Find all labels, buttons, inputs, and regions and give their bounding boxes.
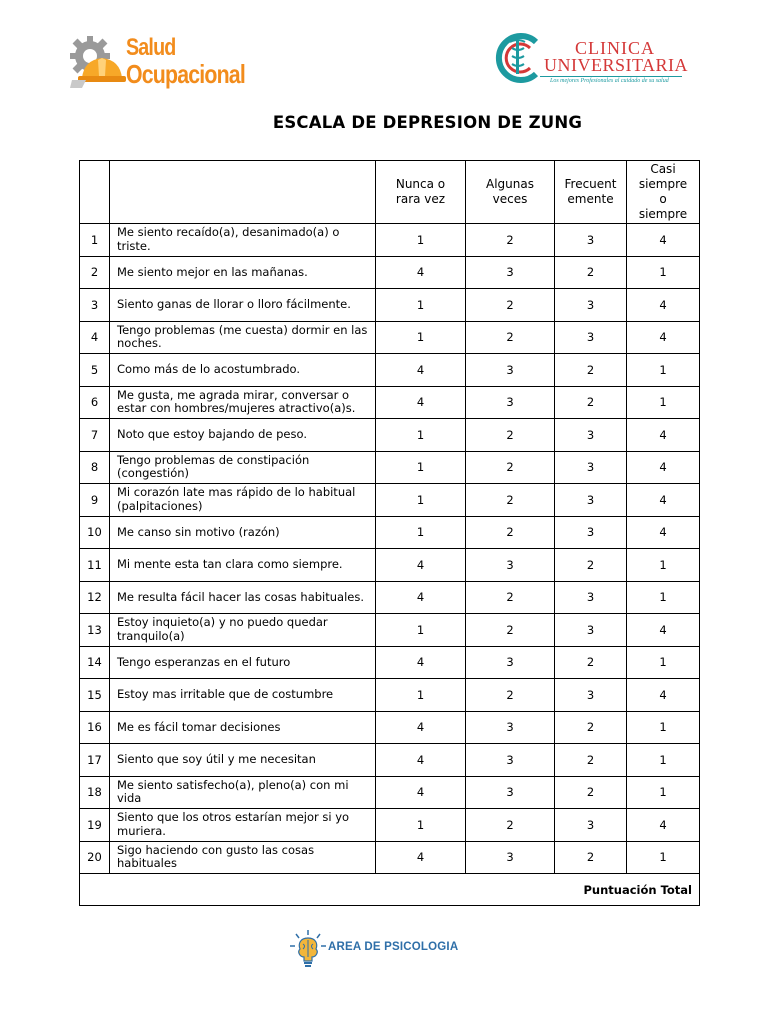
- table-row: [80, 386, 700, 419]
- page-title: ESCALA DE DEPRESION DE ZUNG: [272, 113, 583, 132]
- table-row: [80, 711, 700, 744]
- gear-helmet-icon: [68, 34, 128, 92]
- table-row: [80, 484, 700, 517]
- score-cell: 3: [466, 386, 555, 419]
- score-cell: 2: [466, 289, 555, 322]
- score-cell: 1: [376, 321, 466, 354]
- table-row: [80, 289, 700, 322]
- item-statement: Mi mente esta tan clara como siempre.: [110, 549, 376, 582]
- score-cell: 2: [466, 679, 555, 712]
- header-algunas: Algunas veces: [466, 161, 555, 224]
- score-cell: 4: [627, 614, 700, 647]
- score-cell: 3: [555, 614, 627, 647]
- item-statement: Siento ganas de llorar o lloro fácilmente.: [110, 289, 376, 322]
- score-cell: 2: [466, 484, 555, 517]
- score-cell: 3: [466, 841, 555, 874]
- score-cell: 4: [627, 809, 700, 842]
- score-cell: 4: [376, 549, 466, 582]
- item-number: 15: [80, 679, 110, 712]
- score-cell: 1: [627, 256, 700, 289]
- score-cell: 1: [627, 646, 700, 679]
- item-number: 14: [80, 646, 110, 679]
- score-cell: 1: [627, 841, 700, 874]
- header-frecuentemente: Frecuent emente: [555, 161, 627, 224]
- item-number: 2: [80, 256, 110, 289]
- score-cell: 1: [376, 289, 466, 322]
- item-number: 17: [80, 744, 110, 777]
- table-row: [80, 354, 700, 387]
- item-number: 10: [80, 516, 110, 549]
- salud-ocupacional-wordmark: [126, 34, 245, 89]
- salud-ocupacional-logo: [68, 34, 248, 92]
- score-cell: 3: [555, 809, 627, 842]
- total-row: [80, 874, 700, 906]
- item-statement: Me canso sin motivo (razón): [110, 516, 376, 549]
- item-number: 19: [80, 809, 110, 842]
- item-statement: Noto que estoy bajando de peso.: [110, 419, 376, 452]
- header-question-cell: [110, 161, 376, 224]
- score-cell: 3: [466, 646, 555, 679]
- score-cell: 1: [627, 711, 700, 744]
- item-statement: Me siento satisfecho(a), pleno(a) con mi vida: [110, 776, 376, 809]
- score-cell: 2: [466, 419, 555, 452]
- score-cell: 2: [555, 841, 627, 874]
- area-psicologia-logo: [288, 928, 468, 972]
- item-number: 18: [80, 776, 110, 809]
- score-cell: 1: [627, 776, 700, 809]
- score-cell: 1: [376, 679, 466, 712]
- table-row: [80, 679, 700, 712]
- table-row: [80, 516, 700, 549]
- zung-scale-table: [79, 160, 700, 906]
- score-cell: 4: [376, 841, 466, 874]
- table-row: [80, 321, 700, 354]
- table-row: [80, 744, 700, 777]
- item-number: 8: [80, 451, 110, 484]
- clinica-universitaria-logo: [490, 30, 690, 90]
- score-cell: 4: [627, 484, 700, 517]
- score-cell: 1: [376, 224, 466, 257]
- item-number: 13: [80, 614, 110, 647]
- score-cell: 4: [627, 451, 700, 484]
- table-row: [80, 224, 700, 257]
- score-cell: 2: [466, 614, 555, 647]
- score-cell: 4: [627, 224, 700, 257]
- header-number-cell: [80, 161, 110, 224]
- score-cell: 1: [376, 419, 466, 452]
- score-cell: 2: [466, 809, 555, 842]
- score-cell: 1: [376, 484, 466, 517]
- table-row: [80, 549, 700, 582]
- header-casi-siempre: Casi siempre o siempre: [627, 161, 700, 224]
- item-number: 9: [80, 484, 110, 517]
- logo-line-clinica: CLINICA: [575, 38, 655, 58]
- item-statement: Mi corazón late mas rápido de lo habitual (palpitaciones): [110, 484, 376, 517]
- item-statement: Tengo problemas (me cuesta) dormir en las noches.: [110, 321, 376, 354]
- logo-tagline: Los mejores Profesionales al cuidado de su salud: [550, 78, 669, 84]
- score-cell: 1: [376, 516, 466, 549]
- item-number: 6: [80, 386, 110, 419]
- score-cell: 3: [555, 451, 627, 484]
- item-number: 1: [80, 224, 110, 257]
- score-cell: 2: [555, 354, 627, 387]
- item-number: 7: [80, 419, 110, 452]
- score-cell: 4: [376, 744, 466, 777]
- score-cell: 3: [555, 321, 627, 354]
- score-cell: 4: [376, 776, 466, 809]
- logo-divider: [540, 76, 682, 77]
- score-cell: 4: [376, 256, 466, 289]
- total-label: Puntuación Total: [80, 874, 700, 906]
- score-cell: 4: [376, 646, 466, 679]
- item-statement: Tengo esperanzas en el futuro: [110, 646, 376, 679]
- table-row: [80, 646, 700, 679]
- table-row: [80, 419, 700, 452]
- score-cell: 3: [555, 581, 627, 614]
- score-cell: 2: [555, 744, 627, 777]
- score-cell: 3: [555, 484, 627, 517]
- table-row: [80, 809, 700, 842]
- score-cell: 4: [376, 711, 466, 744]
- score-cell: 1: [376, 809, 466, 842]
- item-statement: Como más de lo acostumbrado.: [110, 354, 376, 387]
- score-cell: 3: [466, 354, 555, 387]
- score-cell: 2: [555, 776, 627, 809]
- score-cell: 4: [376, 386, 466, 419]
- score-cell: 1: [376, 451, 466, 484]
- item-statement: Me siento recaído(a), desanimado(a) o triste.: [110, 224, 376, 257]
- item-statement: Me gusta, me agrada mirar, conversar o estar con hombres/mujeres atractivo(a)s.: [110, 386, 376, 419]
- logo-line-universitaria: UNIVERSITARIA: [544, 55, 689, 75]
- table-row: [80, 614, 700, 647]
- score-cell: 2: [555, 711, 627, 744]
- item-statement: Tengo problemas de constipación (congestión): [110, 451, 376, 484]
- score-cell: 3: [555, 679, 627, 712]
- item-statement: Estoy mas irritable que de costumbre: [110, 679, 376, 712]
- item-number: 5: [80, 354, 110, 387]
- score-cell: 2: [466, 224, 555, 257]
- item-statement: Estoy inquieto(a) y no puedo quedar tranquilo(a): [110, 614, 376, 647]
- brain-lightbulb-icon: [288, 928, 328, 972]
- table-row: [80, 776, 700, 809]
- logo-line-ocupacional: Ocupacional: [126, 59, 245, 89]
- item-number: 12: [80, 581, 110, 614]
- score-cell: 3: [555, 224, 627, 257]
- score-cell: 2: [555, 386, 627, 419]
- score-cell: 1: [627, 549, 700, 582]
- score-cell: 1: [376, 614, 466, 647]
- score-cell: 4: [627, 419, 700, 452]
- score-cell: 4: [376, 581, 466, 614]
- item-statement: Siento que los otros estarían mejor si yo muriera.: [110, 809, 376, 842]
- table-row: [80, 581, 700, 614]
- table-row: [80, 256, 700, 289]
- table-row: [80, 451, 700, 484]
- score-cell: 2: [555, 256, 627, 289]
- score-cell: 4: [627, 679, 700, 712]
- table-header-row: [80, 161, 700, 224]
- score-cell: 1: [627, 354, 700, 387]
- score-cell: 2: [555, 549, 627, 582]
- score-cell: 2: [466, 581, 555, 614]
- score-cell: 3: [466, 776, 555, 809]
- item-statement: Me resulta fácil hacer las cosas habituales.: [110, 581, 376, 614]
- item-number: 4: [80, 321, 110, 354]
- score-cell: 1: [627, 744, 700, 777]
- caduceus-emblem-icon: [490, 30, 546, 86]
- item-statement: Sigo haciendo con gusto las cosas habituales: [110, 841, 376, 874]
- table-row: [80, 841, 700, 874]
- item-number: 3: [80, 289, 110, 322]
- score-cell: 3: [555, 419, 627, 452]
- item-statement: Me siento mejor en las mañanas.: [110, 256, 376, 289]
- score-cell: 2: [555, 646, 627, 679]
- item-number: 11: [80, 549, 110, 582]
- score-cell: 2: [466, 516, 555, 549]
- item-statement: Siento que soy útil y me necesitan: [110, 744, 376, 777]
- score-cell: 4: [627, 289, 700, 322]
- item-number: 16: [80, 711, 110, 744]
- score-cell: 3: [555, 289, 627, 322]
- logo-line-salud: Salud: [126, 34, 176, 61]
- score-cell: 1: [627, 386, 700, 419]
- score-cell: 1: [627, 581, 700, 614]
- score-cell: 3: [466, 256, 555, 289]
- score-cell: 3: [466, 711, 555, 744]
- header-nunca: Nunca o rara vez: [376, 161, 466, 224]
- score-cell: 4: [627, 321, 700, 354]
- score-cell: 3: [466, 744, 555, 777]
- score-cell: 3: [466, 549, 555, 582]
- score-cell: 4: [376, 354, 466, 387]
- item-number: 20: [80, 841, 110, 874]
- score-cell: 2: [466, 451, 555, 484]
- footer-label: AREA DE PSICOLOGIA: [328, 941, 459, 953]
- score-cell: 3: [555, 516, 627, 549]
- score-cell: 4: [627, 516, 700, 549]
- score-cell: 2: [466, 321, 555, 354]
- item-statement: Me es fácil tomar decisiones: [110, 711, 376, 744]
